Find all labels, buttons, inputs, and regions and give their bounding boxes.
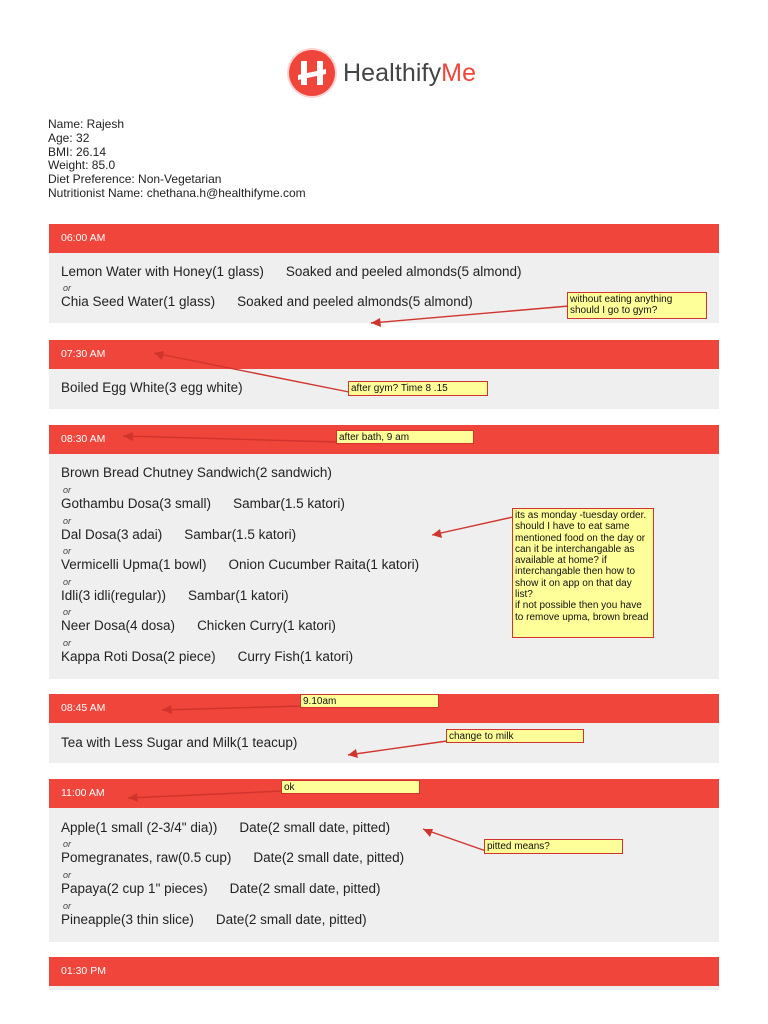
time-header: 08:30 AM bbox=[49, 425, 719, 454]
time-header: 08:45 AM bbox=[49, 694, 719, 723]
profile-weight: Weight: 85.0 bbox=[48, 158, 116, 173]
profile-age: Age: 32 bbox=[48, 130, 90, 145]
food-item: Date(2 small date, pitted) bbox=[229, 881, 381, 896]
annotation-arrow bbox=[123, 436, 337, 442]
annotation-arrow bbox=[423, 829, 486, 851]
food-item: Dal Dosa(3 adai) bbox=[61, 527, 163, 542]
or-separator: or bbox=[63, 516, 72, 526]
arrow-head bbox=[423, 829, 433, 837]
food-item: Gothambu Dosa(3 small) bbox=[61, 496, 212, 511]
or-separator: or bbox=[63, 870, 72, 880]
food-item: Vermicelli Upma(1 bowl) bbox=[61, 557, 207, 572]
or-separator: or bbox=[63, 638, 72, 648]
food-item: Chicken Curry(1 katori) bbox=[197, 618, 336, 633]
arrow-head bbox=[154, 351, 164, 360]
arrow-head bbox=[128, 793, 138, 802]
annotation-arrow bbox=[162, 706, 302, 710]
food-item: Pineapple(3 thin slice) bbox=[61, 912, 194, 927]
food-item: Sambar(1.5 katori) bbox=[233, 496, 345, 511]
food-item: Boiled Egg White(3 egg white) bbox=[61, 380, 243, 395]
food-item: Onion Cucumber Raita(1 katori) bbox=[228, 557, 420, 572]
food-item: Idli(3 idli(regular)) bbox=[61, 588, 167, 603]
or-separator: or bbox=[63, 283, 72, 293]
arrow-head bbox=[371, 318, 381, 327]
food-item: Tea with Less Sugar and Milk(1 teacup) bbox=[61, 735, 298, 750]
annotation-arrow bbox=[348, 741, 447, 755]
brand-name-main: Healthify bbox=[343, 59, 442, 87]
or-separator: or bbox=[63, 577, 72, 587]
food-item: Neer Dosa(4 dosa) bbox=[61, 618, 176, 633]
food-item: Apple(1 small (2-3/4" dia)) bbox=[61, 820, 218, 835]
food-item: Pomegranates, raw(0.5 cup) bbox=[61, 850, 232, 865]
annotation-note: after bath, 9 am bbox=[336, 430, 474, 444]
arrow-head bbox=[123, 432, 133, 441]
brand-name-accent: Me bbox=[441, 59, 477, 87]
food-item: Date(2 small date, pitted) bbox=[215, 912, 367, 927]
annotation-note: after gym? Time 8 .15 bbox=[348, 381, 488, 396]
food-item: Papaya(2 cup 1" pieces) bbox=[61, 881, 208, 896]
profile-bmi: BMI: 26.14 bbox=[48, 144, 107, 159]
or-separator: or bbox=[63, 839, 72, 849]
food-item: Sambar(1.5 katori) bbox=[184, 527, 297, 542]
food-item: Date(2 small date, pitted) bbox=[239, 820, 391, 835]
time-header: 01:30 PM bbox=[49, 957, 719, 986]
annotation-arrow bbox=[432, 517, 513, 535]
food-item: Brown Bread Chutney Sandwich(2 sandwich) bbox=[61, 465, 332, 480]
food-item: Lemon Water with Honey(1 glass) bbox=[61, 264, 264, 279]
annotation-note: change to milk bbox=[446, 729, 584, 743]
food-item: Date(2 small date, pitted) bbox=[253, 850, 405, 865]
annotation-note: ok bbox=[281, 780, 420, 794]
time-header: 11:00 AM bbox=[49, 779, 719, 808]
annotation-arrow bbox=[154, 353, 349, 392]
annotation-note: without eating anything should I go to gym? bbox=[567, 292, 707, 319]
annotation-arrow bbox=[128, 791, 283, 798]
annotation-note: its as monday -tuesday order. should I have to eat same mentioned food on the day or can it be interchangable as available at home? if interchangable then how to show it on app on that day list? if not possible then you have to remove upma, brown bread bbox=[512, 508, 654, 638]
or-separator: or bbox=[63, 901, 72, 911]
food-item: Soaked and peeled almonds(5 almond) bbox=[285, 264, 522, 279]
or-separator: or bbox=[63, 546, 72, 556]
time-header: 07:30 AM bbox=[49, 340, 719, 369]
profile-name: Name: Rajesh bbox=[48, 117, 125, 131]
food-item: Sambar(1 katori) bbox=[188, 588, 289, 603]
profile-nutritionist: Nutritionist Name: chethana.h@healthifyme.com bbox=[48, 185, 306, 200]
food-item: Soaked and peeled almonds(5 almond) bbox=[237, 294, 473, 309]
annotation-note: pitted means? bbox=[484, 839, 623, 854]
annotation-note: 9.10am bbox=[300, 694, 439, 708]
arrow-head bbox=[162, 705, 172, 714]
annotation-arrow bbox=[371, 306, 569, 323]
time-header: 06:00 AM bbox=[49, 224, 719, 253]
arrow-head bbox=[432, 529, 442, 538]
arrow-lines bbox=[123, 306, 569, 851]
or-separator: or bbox=[63, 607, 72, 617]
food-item: Curry Fish(1 katori) bbox=[237, 649, 354, 664]
or-separator: or bbox=[63, 485, 72, 495]
food-item: Chia Seed Water(1 glass) bbox=[61, 294, 216, 309]
food-item: Kappa Roti Dosa(2 piece) bbox=[61, 649, 216, 664]
arrow-head bbox=[348, 749, 358, 758]
profile-diet: Diet Preference: Non-Vegetarian bbox=[48, 172, 222, 187]
